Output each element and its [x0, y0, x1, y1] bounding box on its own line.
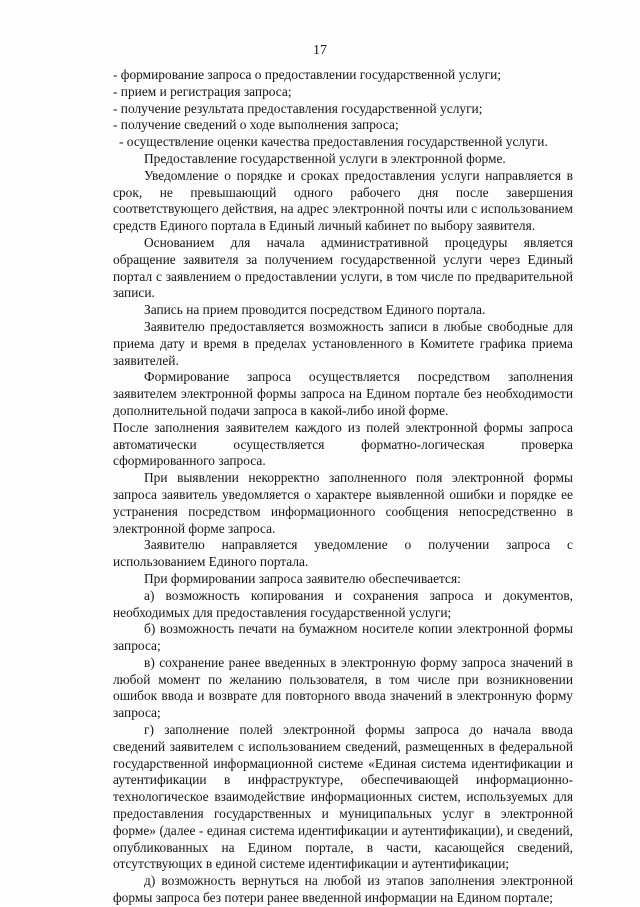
list-item: - осуществление оценки качества предоставления государственной услуги. [119, 134, 548, 150]
list-item: - получение результата предоставления государственной услуги; [113, 100, 483, 116]
page-number: 17 [313, 43, 327, 58]
paragraph: Заявителю предоставляется возможность записи в любые свободные для приема дату и время в пределах установленного в Комитете графика приема заявителей. [113, 318, 573, 368]
paragraph: Запись на прием проводится посредством Единого портала. [144, 302, 486, 318]
document-body [113, 67, 573, 907]
paragraph: Уведомление о порядке и сроках предоставления услуги направляется в срок, не превышающий одного рабочего дня после завершения соответствующего действия, на адрес электронной почты или с использованием средств Единого портала в Единый личный кабинет по выбору заявителя. [113, 167, 573, 234]
paragraph: г) заполнение полей электронной формы запроса до начала ввода сведений заявителем с использованием сведений, размещенных в федеральной государственной информационной системе «Единая система идентификации и аутентификации в инфраструктуре, обеспечивающей информационно-технологическое взаимодействие информационных систем, используемых для предоставления государственных и муниципальных услуг в электронной форме» (далее - единая система идентификации и аутентификации), и сведений, опубликованных на Едином портале, в части, касающейся сведений, отсутствующих в единой системе идентификации и аутентификации; [113, 722, 573, 872]
paragraph: Предоставление государственной услуги в электронной форме. [144, 150, 506, 166]
paragraph: При формировании запроса заявителю обеспечивается: [144, 570, 461, 586]
list-item: - получение сведений о ходе выполнения запроса; [113, 117, 399, 133]
paragraph: Заявителю направляется уведомление о получении запроса с использованием Единого портала. [113, 537, 573, 570]
paragraph: б) возможность печати на бумажном носителе копии электронной формы запроса; [113, 621, 573, 654]
paragraph: в) сохранение ранее введенных в электронную форму запроса значений в любой момент по желанию пользователя, в том числе при возникновении ошибок ввода и возврате для повторного ввода значений в электронную форму запроса; [113, 654, 573, 721]
paragraph: д) возможность вернуться на любой из этапов заполнения электронной формы запроса без потери ранее введенной информации на Едином портале; [113, 873, 573, 906]
paragraph: После заполнения заявителем каждого из полей электронной формы запроса автоматически осуществляется форматно-логическая проверка сформированного запроса. [113, 419, 573, 469]
paragraph: а) возможность копирования и сохранения запроса и документов, необходимых для предоставления государственной услуги; [113, 587, 573, 620]
list-item: - формирование запроса о предоставлении государственной услуги; [113, 67, 501, 82]
paragraph: При выявлении некорректно заполненного поля электронной формы запроса заявитель уведомляется о характере выявленной ошибки и порядке ее устранения посредством информационного сообщения непосредственно в электронной форме запроса. [113, 470, 573, 536]
paragraph: Основанием для начала административной процедуры является обращение заявителя за получением государственной услуги через Единый портал с заявлением о предоставлении услуги, в том числе по предварительной записи. [113, 234, 573, 301]
list-item: - прием и регистрация запроса; [113, 83, 292, 99]
paragraph: Формирование запроса осуществляется посредством заполнения заявителем электронной формы запроса на Едином портале без необходимости дополнительной подачи запроса в какой-либо иной форме. [113, 369, 573, 418]
